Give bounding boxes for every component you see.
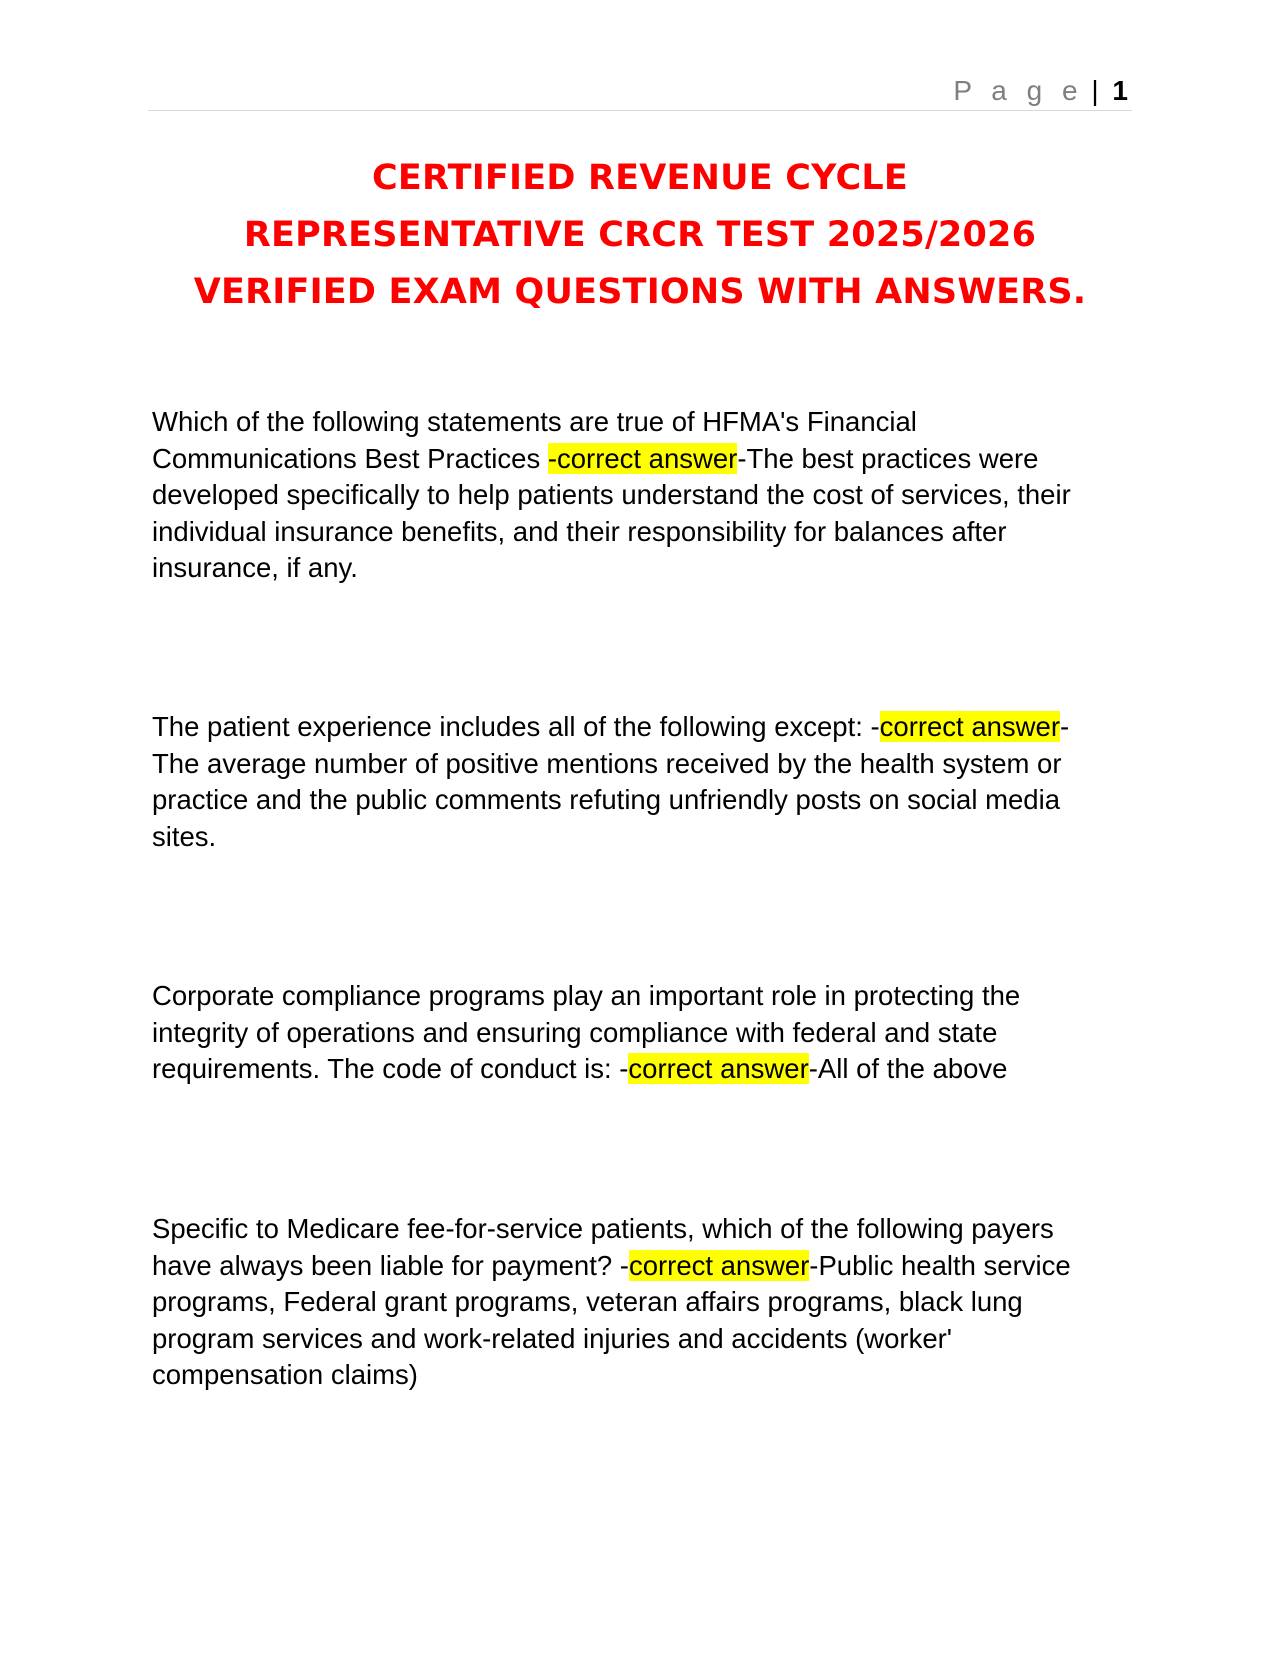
answer-text: -Public health service [809, 1249, 1071, 1281]
qa-line [152, 1248, 1142, 1285]
page-number: 1 [1112, 75, 1128, 106]
answer-text: -All of the above [808, 1053, 1008, 1084]
answer-text: program services and work-related injuries and accidents (worker' [152, 1322, 953, 1354]
qa-line [152, 514, 1142, 551]
qa-text: integrity of operations and ensuring compliance with federal and state [152, 1016, 998, 1048]
qa-text: Specific to Medicare fee-for-service patients, which of the following payers [152, 1213, 1054, 1244]
qa-line [152, 477, 1142, 514]
question-answer-1 [152, 404, 1142, 587]
qa-line [152, 404, 1142, 441]
answer-text: practice and the public comments refuting unfriendly posts on social media [152, 784, 1060, 815]
title-line-2: REPRESENTATIVE CRCR TEST 2025/2026 [243, 215, 1037, 255]
page-header [148, 74, 1132, 111]
answer-text: - [1060, 711, 1070, 742]
qa-line [152, 441, 1142, 478]
qa-text: have always been liable for payment? - [152, 1249, 629, 1281]
document-title [148, 150, 1132, 321]
question-answer-3 [152, 978, 1142, 1088]
answer-text: The average number of positive mentions received by the health system or [152, 747, 1062, 779]
qa-line [152, 1321, 1142, 1358]
page-number-label [953, 76, 1128, 106]
correct-answer-highlight: -correct answer [547, 442, 738, 474]
answer-text: compensation claims) [152, 1359, 418, 1390]
answer-text: -The best practices were [737, 442, 1039, 474]
qa-text: Corporate compliance programs play an important role in protecting the [152, 980, 1021, 1011]
correct-answer-highlight: correct answer [628, 1249, 810, 1281]
qa-line [152, 746, 1142, 783]
answer-text: sites. [152, 820, 217, 852]
correct-answer-highlight: correct answer [879, 711, 1060, 742]
qa-line [152, 709, 1142, 746]
question-answer-4 [152, 1211, 1142, 1394]
qa-line [152, 1284, 1142, 1321]
qa-line [152, 819, 1142, 856]
title-line-3: VERIFIED EXAM QUESTIONS WITH ANSWERS. [193, 272, 1087, 312]
answer-text: programs, Federal grant programs, veteran affairs programs, black lung [152, 1286, 1023, 1317]
answer-text: developed specifically to help patients understand the cost of services, their [152, 479, 1071, 510]
qa-line [152, 1015, 1142, 1052]
qa-line [152, 1051, 1142, 1088]
qa-line [152, 978, 1142, 1015]
qa-text: requirements. The code of conduct is: - [152, 1053, 629, 1084]
page-word: P a g e [953, 75, 1084, 106]
title-line-1: CERTIFIED REVENUE CYCLE [372, 158, 908, 198]
qa-text: Which of the following statements are true of HFMA's Financial [152, 406, 917, 437]
answer-text: insurance, if any. [152, 552, 358, 583]
correct-answer-highlight: correct answer [628, 1053, 809, 1084]
qa-line [152, 782, 1142, 819]
qa-line [152, 1357, 1142, 1394]
answer-text: individual insurance benefits, and their responsibility for balances after [152, 515, 1007, 547]
qa-line [152, 550, 1142, 587]
qa-text: Communications Best Practices [152, 442, 548, 474]
qa-text: The patient experience includes all of the following except: - [152, 711, 880, 742]
question-answer-2 [152, 709, 1142, 855]
page-separator: | [1091, 75, 1099, 106]
qa-line [152, 1211, 1142, 1248]
